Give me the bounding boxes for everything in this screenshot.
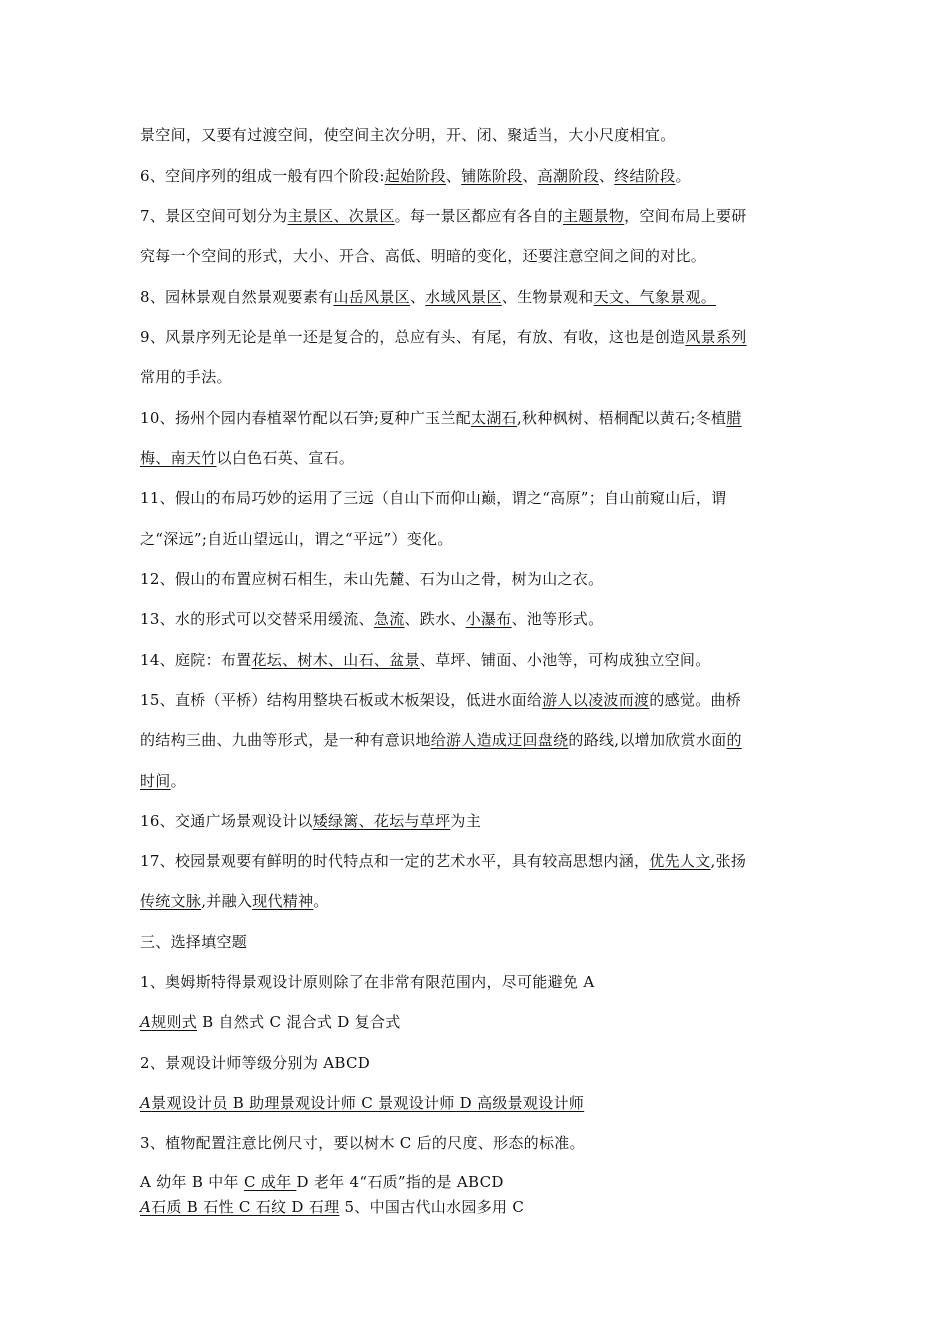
answer-underlined: 梅、南天竹 — [140, 449, 217, 467]
text-line — [140, 1197, 524, 1217]
text-segment: 9、风景序列无论是单一还是复合的，总应有头、有尾，有放、有收，这也是创造 — [140, 328, 686, 346]
text-line — [140, 1012, 401, 1032]
text-segment: ,并融入 — [201, 892, 253, 910]
answer-underlined: 传统文脉 — [140, 892, 202, 910]
answer-underlined: 主题景物 — [562, 207, 625, 225]
text-line — [140, 1093, 584, 1113]
answer-underlined: 时间 — [140, 772, 171, 790]
text-line — [140, 287, 716, 307]
answer-underlined: 石质 B 石性 C 石纹 D 石理 — [151, 1198, 340, 1216]
text-line — [140, 811, 481, 831]
answer-underlined: 山岳风景区 — [333, 288, 410, 306]
text-segment: 。 — [675, 167, 691, 185]
text-segment: 1、奥姆斯特得景观设计原则除了在非常有限范围内，尽可能避免 A — [140, 973, 595, 991]
text-segment: 3、植物配置注意比例尺寸，要以树木 C 后的尺度、形态的标准。 — [140, 1134, 585, 1152]
text-line — [140, 367, 232, 387]
answer-underlined: 太湖石 — [471, 409, 517, 427]
text-line — [140, 1133, 585, 1153]
text-line — [140, 488, 726, 508]
text-line — [140, 690, 741, 710]
text-segment: 17、校园景观要有鲜明的时代特点和一定的艺术水平，具有较高思想内涵， — [140, 852, 650, 870]
text-segment: 三、选择填空题 — [140, 933, 248, 951]
text-segment: 、 — [445, 167, 462, 185]
answer-underlined: 天文、气象景观。 — [593, 288, 717, 306]
text-line — [140, 609, 603, 629]
section-heading — [140, 932, 247, 952]
text-segment: 。每一景区都应有各自的 — [394, 207, 563, 225]
text-segment: 。 — [170, 772, 186, 790]
text-line — [140, 650, 711, 670]
text-line — [140, 327, 747, 347]
text-segment: 、跌水、 — [404, 610, 466, 628]
answer-underlined: A — [140, 1013, 152, 1031]
answer-underlined: 起始阶段 — [384, 167, 446, 185]
answer-underlined: 腊 — [726, 409, 742, 427]
text-line — [140, 448, 354, 468]
answer-underlined: 游人以凌波而渡 — [542, 691, 650, 709]
text-segment: 、草坪、铺面、小池等，可构成独立空间。 — [419, 651, 711, 669]
text-segment: ,张扬 — [710, 852, 747, 870]
text-segment: 16、交通广场景观设计以 — [140, 812, 313, 830]
answer-underlined: 景观设计员 B 助理景观设计师 C 景观设计师 D 高级景观设计师 — [151, 1094, 585, 1112]
text-segment: B 自然式 C 混合式 D 复合式 — [197, 1013, 401, 1031]
text-line — [140, 730, 742, 750]
text-segment: 15、直桥（平桥）结构用整块石板或木板架设，低进水面给 — [140, 691, 543, 709]
answer-underlined: A — [140, 1094, 152, 1112]
text-line — [140, 891, 329, 911]
text-line — [140, 125, 676, 145]
text-line — [140, 851, 746, 871]
text-line — [140, 529, 453, 549]
text-segment: 12、假山的布置应树石相生，未山先麓、石为山之骨，树为山之衣。 — [140, 570, 604, 588]
text-segment: 常用的手法。 — [140, 368, 232, 386]
text-segment: 、池等形式。 — [511, 610, 604, 628]
answer-underlined: 铺陈阶段 — [461, 167, 523, 185]
text-segment: 以白色石英、宣石。 — [216, 449, 355, 467]
answer-underlined: 优先人文 — [649, 852, 711, 870]
text-segment: 13、水的形式可以交替采用缓流、 — [140, 610, 374, 628]
answer-underlined: 水域风景区 — [425, 288, 502, 306]
text-line — [140, 206, 747, 226]
text-line — [140, 246, 706, 266]
text-segment: 为主 — [450, 812, 482, 830]
text-segment: 究每一个空间的形式，大小、开合、高低、明暗的变化，还要注意空间之间的对比。 — [140, 247, 707, 265]
answer-underlined: 风景系列 — [685, 328, 747, 346]
text-segment: ，空间布局上要研 — [624, 207, 747, 225]
answer-underlined: A — [140, 1198, 152, 1216]
text-line — [140, 569, 603, 589]
text-segment: 的感觉。曲桥 — [649, 691, 742, 709]
answer-underlined: C 成年 — [243, 1173, 297, 1191]
text-segment: 8、园林景观自然景观要素有 — [140, 288, 334, 306]
text-line — [140, 771, 186, 791]
text-segment: ,秋种枫树、梧桐配以黄石;冬植 — [516, 409, 727, 427]
text-segment: 、 — [522, 167, 538, 185]
answer-underlined: 给游人造成迂回盘绕 — [430, 731, 569, 749]
answer-underlined: 矮绿篱、花坛与草坪 — [312, 812, 451, 830]
text-segment: 、 — [409, 288, 426, 306]
text-segment: 。 — [313, 892, 329, 910]
answer-underlined: 的 — [726, 731, 742, 749]
answer-underlined: 现代精神 — [252, 892, 314, 910]
answer-underlined: 规则式 — [151, 1013, 198, 1031]
answer-underlined: 高潮阶段 — [537, 167, 599, 185]
answer-underlined: 终结阶段 — [614, 167, 676, 185]
text-segment: 之“深远”;自近山望远山，谓之“平远”）变化。 — [140, 530, 453, 548]
text-segment: D 老年 4“石质”指的是 ABCD — [296, 1173, 504, 1191]
text-segment: 2、景观设计师等级分别为 ABCD — [140, 1054, 371, 1072]
answer-underlined: 急流 — [373, 610, 405, 628]
text-segment: 7、景区空间可划分为 — [140, 207, 288, 225]
text-segment: 11、假山的布局巧妙的运用了三远（自山下而仰山巅，谓之“高原”；自山前窥山后，谓 — [140, 489, 727, 507]
text-segment: 、 — [598, 167, 615, 185]
text-segment: 14、庭院：布置 — [140, 651, 252, 669]
answer-underlined: 花坛、树木、山石、盆景 — [251, 651, 420, 669]
text-line — [140, 972, 594, 992]
text-segment: 、生物景观和 — [501, 288, 594, 306]
text-segment: 10、扬州个园内春植翠竹配以石笋;夏种广玉兰配 — [140, 409, 472, 427]
text-segment: 的结构三曲、九曲等形式，是一种有意识地 — [140, 731, 431, 749]
text-line — [140, 408, 742, 428]
text-segment: 5、中国古代山水园多用 C — [339, 1198, 525, 1216]
text-line — [140, 1172, 504, 1192]
answer-underlined: 小瀑布 — [465, 610, 512, 628]
text-segment: 的路线,以增加欣赏水面 — [568, 731, 727, 749]
text-segment: A 幼年 B 中年 — [140, 1173, 244, 1191]
text-segment: 6、空间序列的组成一般有四个阶段: — [140, 167, 385, 185]
answer-underlined: 主景区、次景区 — [287, 207, 395, 225]
text-line — [140, 1053, 370, 1073]
text-segment: 景空间，又要有过渡空间，使空间主次分明，开、闭、聚适当，大小尺度相宜。 — [140, 126, 676, 144]
text-line — [140, 166, 691, 186]
